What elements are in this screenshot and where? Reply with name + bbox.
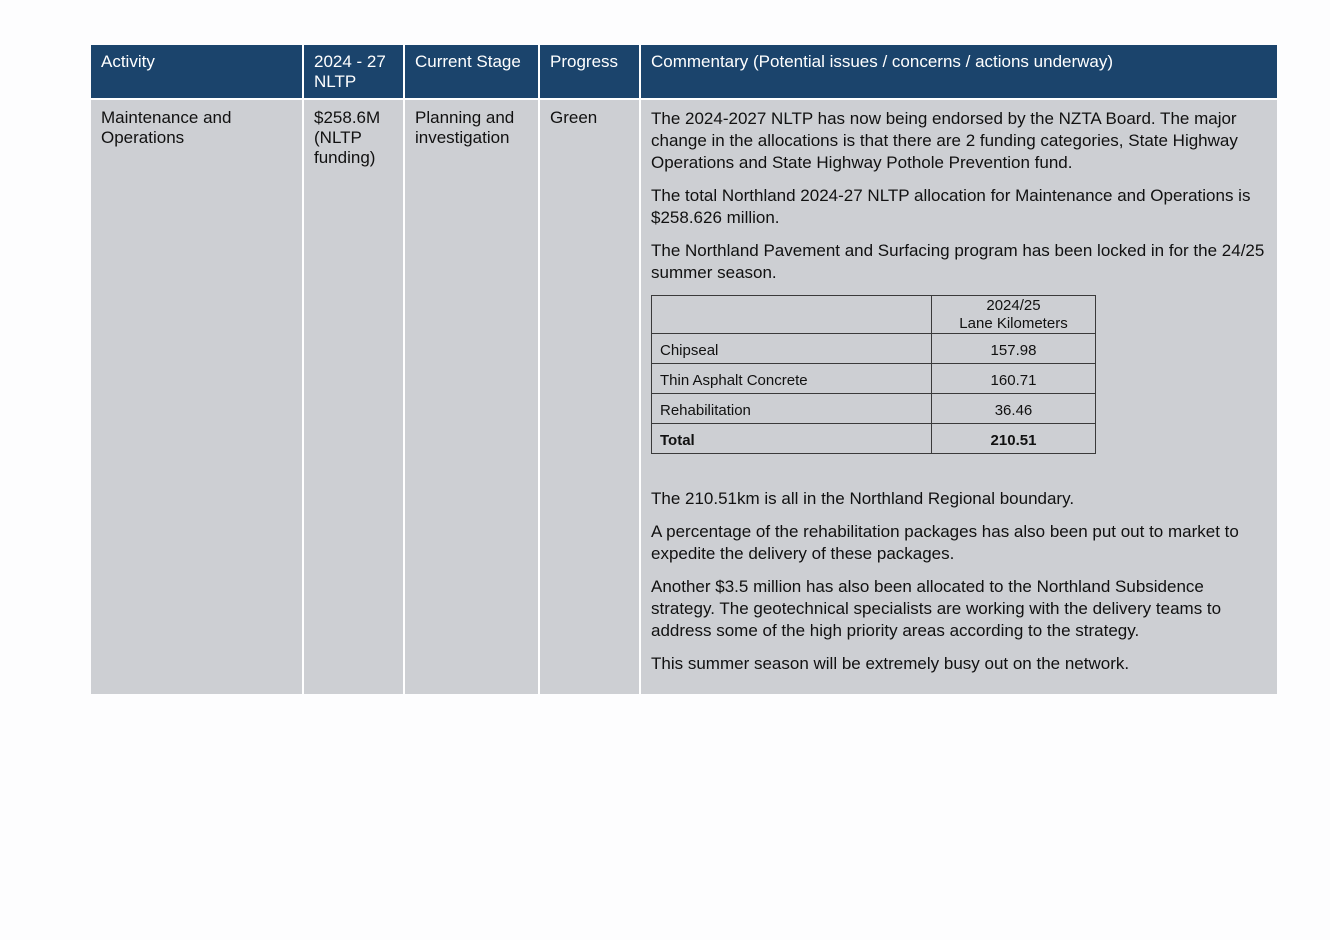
surfacing-total-label: Total <box>652 424 932 454</box>
header-commentary: Commentary (Potential issues / concerns / actions underway) <box>640 45 1277 99</box>
surfacing-label: Thin Asphalt Concrete <box>652 364 932 394</box>
header-nltp-line2: NLTP <box>314 72 357 91</box>
header-current-stage: Current Stage <box>404 45 539 99</box>
commentary-paragraph-5: A percentage of the rehabilitation packages has also been put out to market to expedite the delivery of these packages. <box>651 522 1239 563</box>
header-activity: Activity <box>91 45 303 99</box>
nltp-line2: (NLTP <box>314 128 362 147</box>
surfacing-header-row <box>652 296 1096 334</box>
surfacing-program-table <box>651 295 1096 454</box>
cell-commentary <box>640 99 1277 694</box>
surfacing-row-total <box>652 424 1096 454</box>
surfacing-row-thin-asphalt <box>652 364 1096 394</box>
cell-nltp <box>303 99 404 694</box>
commentary-paragraph-1: The 2024-2027 NLTP has now being endorsed by the NZTA Board. The major change in the allocations is that there are 2 funding categories, State Highway Operations and State Highway Pothole Prevention fund. <box>651 109 1238 172</box>
cell-current-stage <box>404 99 539 694</box>
surfacing-value: 36.46 <box>932 394 1096 424</box>
table-header-row <box>91 45 1277 99</box>
surfacing-row-rehabilitation <box>652 394 1096 424</box>
surfacing-header-empty <box>652 296 932 334</box>
activity-line1: Maintenance and <box>101 108 232 127</box>
header-nltp <box>303 45 404 99</box>
stage-line2: investigation <box>415 128 510 147</box>
commentary-paragraph-6: Another $3.5 million has also been allocated to the Northland Subsidence strategy. The geotechnical specialists are working with the delivery teams to address some of the high priority areas according to the strategy. <box>651 577 1222 640</box>
surfacing-value: 157.98 <box>932 334 1096 364</box>
cell-progress: Green <box>539 99 640 694</box>
stage-line1: Planning and <box>415 108 515 127</box>
commentary-paragraph-3: The Northland Pavement and Surfacing program has been locked in for the 24/25 summer season. <box>651 241 1265 282</box>
surfacing-value: 160.71 <box>932 364 1096 394</box>
surfacing-header-cell <box>932 296 1096 334</box>
surfacing-header-line2: Lane Kilometers <box>959 315 1068 332</box>
surfacing-label: Rehabilitation <box>652 394 932 424</box>
commentary-paragraph-2: The total Northland 2024-27 NLTP allocation for Maintenance and Operations is $258.626 million. <box>651 186 1251 227</box>
nltp-line3: funding) <box>314 148 376 167</box>
header-nltp-line1: 2024 - 27 <box>314 52 386 71</box>
surfacing-total-value: 210.51 <box>932 424 1096 454</box>
table-row <box>91 99 1277 694</box>
header-progress: Progress <box>539 45 640 99</box>
progress-report-table <box>91 45 1277 694</box>
commentary-paragraph-4: The 210.51km is all in the Northland Regional boundary. <box>651 489 1075 508</box>
nltp-line1: $258.6M <box>314 108 381 127</box>
cell-activity <box>91 99 303 694</box>
commentary-paragraph-7: This summer season will be extremely busy out on the network. <box>651 654 1130 673</box>
surfacing-header-line1: 2024/25 <box>986 297 1041 314</box>
activity-line2: Operations <box>101 128 185 147</box>
surfacing-row-chipseal <box>652 334 1096 364</box>
surfacing-label: Chipseal <box>652 334 932 364</box>
